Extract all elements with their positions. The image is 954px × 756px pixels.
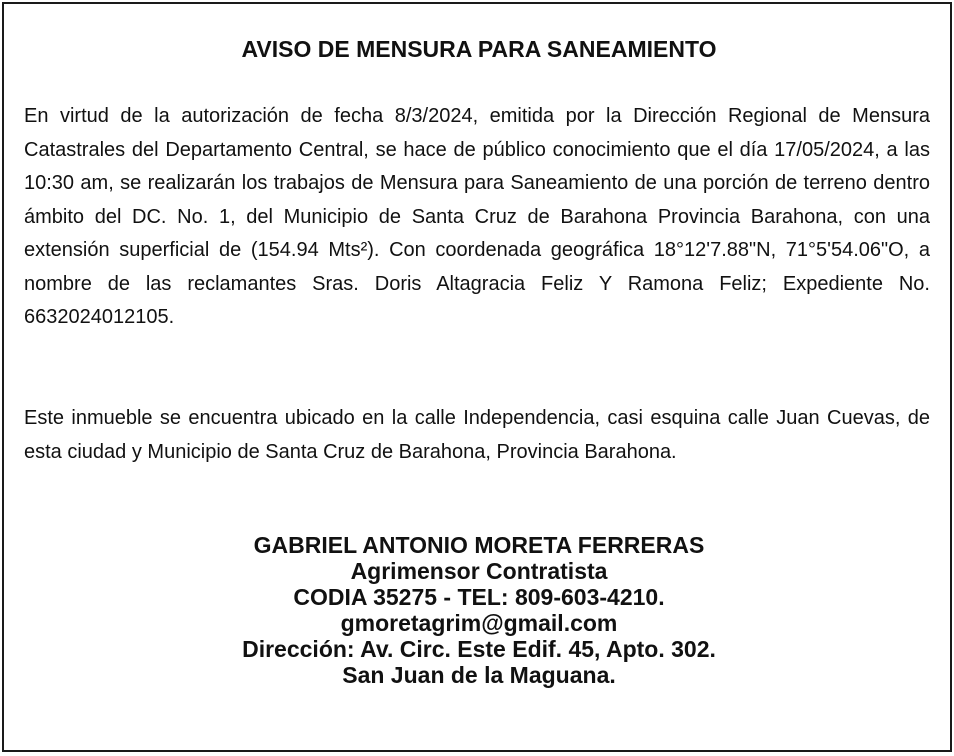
signature-block: [4, 532, 954, 688]
notice-paragraph-location: Este inmueble se encuentra ubicado en la calle Independencia, casi esquina calle Juan Cuevas, de esta ciudad y Municipio de Santa Cruz de Barahona, Provincia Barahona.: [24, 407, 930, 463]
notice-paragraph-authorization: En virtud de la autorización de fecha 8/3/2024, emitida por la Dirección Regional de Mensura Catastrales del Departamento Central, se hace de público conocimiento que el día 17/05/2024, a las 10:30 am, se realizarán los trabajos de Mensura para Saneamiento de una porción de terreno dentro ámbito del DC. No. 1, del Municipio de Santa Cruz de Barahona Provincia Barahona, con una extensión superficial de (154.94 Mts²). Con coordenada geográfica 18°12'7.88"N, 71°5'54.06"O, a nombre de las reclamantes Sras. Doris Altagracia Feliz Y Ramona Feliz; Expediente No. 6632024012105.: [24, 105, 930, 328]
notice-title: AVISO DE MENSURA PARA SANEAMIENTO: [241, 36, 717, 62]
notice-frame: [2, 2, 952, 752]
surveyor-name: GABRIEL ANTONIO MORETA FERRERAS: [253, 532, 705, 558]
surveyor-address: Dirección: Av. Circ. Este Edif. 45, Apto. 302.: [242, 636, 716, 662]
surveyor-role: Agrimensor Contratista: [350, 558, 608, 584]
surveyor-email: gmoretagrim@gmail.com: [340, 610, 618, 636]
surveyor-city: San Juan de la Maguana.: [342, 662, 616, 688]
surveyor-codia-phone: CODIA 35275 - TEL: 809-603-4210.: [293, 584, 665, 610]
